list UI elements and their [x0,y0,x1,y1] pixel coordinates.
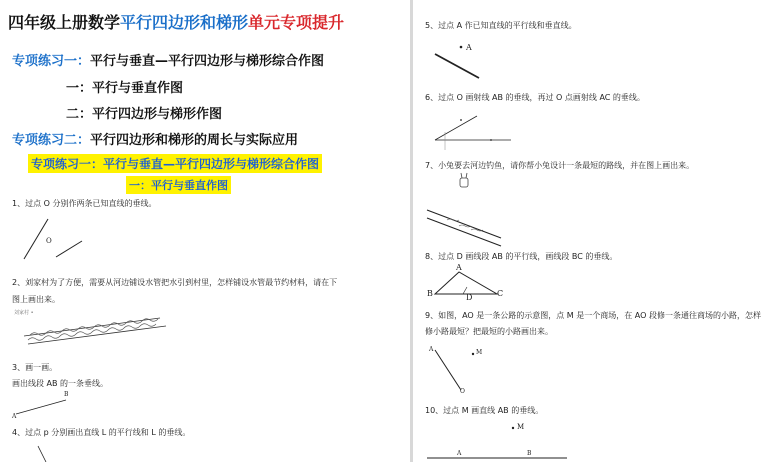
toc-item-4: 专项练习二：平行四边形和梯形的周长与实际应用 [12,133,299,148]
q3-segment-diagram [14,398,74,418]
q9-point-o-label: O [460,388,465,395]
section-heading: 专项练习一：平行与垂直—平行四边形与梯形综合作图 [28,154,322,173]
toc-item-1: 专项练习一：平行与垂直—平行四边形与梯形综合作图 [12,54,325,69]
question-10: 10、过点 M 画直线 AB 的垂线。 [425,406,544,415]
q2-village-label: 刘家村 • [14,310,34,316]
q4-line-diagram [36,444,56,462]
q7-river-diagram [427,206,507,246]
question-8: 8、过点 D 画线段 AB 的平行线，画线段 BC 的垂线。 [425,252,618,261]
q9-point-a-label: A [429,346,434,353]
question-4: 4、过点 p 分别画出直线 L 的平行线和 L 的垂线。 [12,428,191,437]
question-1: 1、过点 O 分别作两条已知直线的垂线。 [12,199,157,208]
document-title [8,10,344,33]
q3-point-b-label: B [64,391,69,398]
q3-point-a-label: A [12,413,17,420]
question-9-line-1: 9、如图，AO 是一条公路的示意图，点 M 是一个商场，在 AO 段修一条通往商场的小路，怎样 [425,311,761,320]
q6-diagram [431,110,521,152]
q10-diagram [427,420,577,462]
question-2-line-2: 图上画出来。 [12,295,60,304]
q2-river-diagram [20,318,170,348]
toc-item-3: 二：平行四边形与梯形作图 [66,107,223,122]
question-2-line-1: 2、刘家村为了方便，需要从河边铺设水管把水引到村里，怎样铺设水管最节约材料，请在下 [12,278,338,287]
question-6: 6、过点 O 画射线 AB 的垂线，再过 O 点画射线 AC 的垂线。 [425,93,645,102]
toc-item-2: 一：平行与垂直作图 [66,81,184,96]
question-3-line-1: 3、画一画。 [12,363,58,372]
q8-point-a-label: A [456,263,462,272]
q1-diagram [20,215,90,265]
q10-point-m-label: M [517,423,525,431]
q9-point-m-label: M [476,349,483,356]
q10-point-a-label: A [457,450,462,457]
question-7: 7、小兔要去河边钓鱼，请你帮小兔设计一条最短的路线，并在图上画出来。 [425,161,695,170]
title-part-topic: 平行四边形和梯形 [120,13,249,32]
q10-point-b-label: B [527,450,532,457]
right-page [413,0,761,462]
title-part-grade: 四年级上册数学 [8,13,121,32]
q5-point-a-label: A [466,43,472,52]
rabbit-icon [457,173,471,189]
question-5: 5、过点 A 作已知直线的平行线和垂直线。 [425,21,577,30]
q5-diagram [433,40,493,80]
q8-point-d-label: D [466,293,473,302]
q8-point-b-label: B [427,289,433,298]
question-3-line-2: 画出线段 AB 的一条垂线。 [12,379,109,388]
q8-point-c-label: C [497,289,504,298]
question-9-line-2: 修小路最短？把最短的小路画出来。 [425,327,553,336]
q1-point-o-label: O [46,237,52,245]
sub-heading: 一：平行与垂直作图 [126,176,231,194]
title-part-unit: 单元专项提升 [248,13,345,32]
